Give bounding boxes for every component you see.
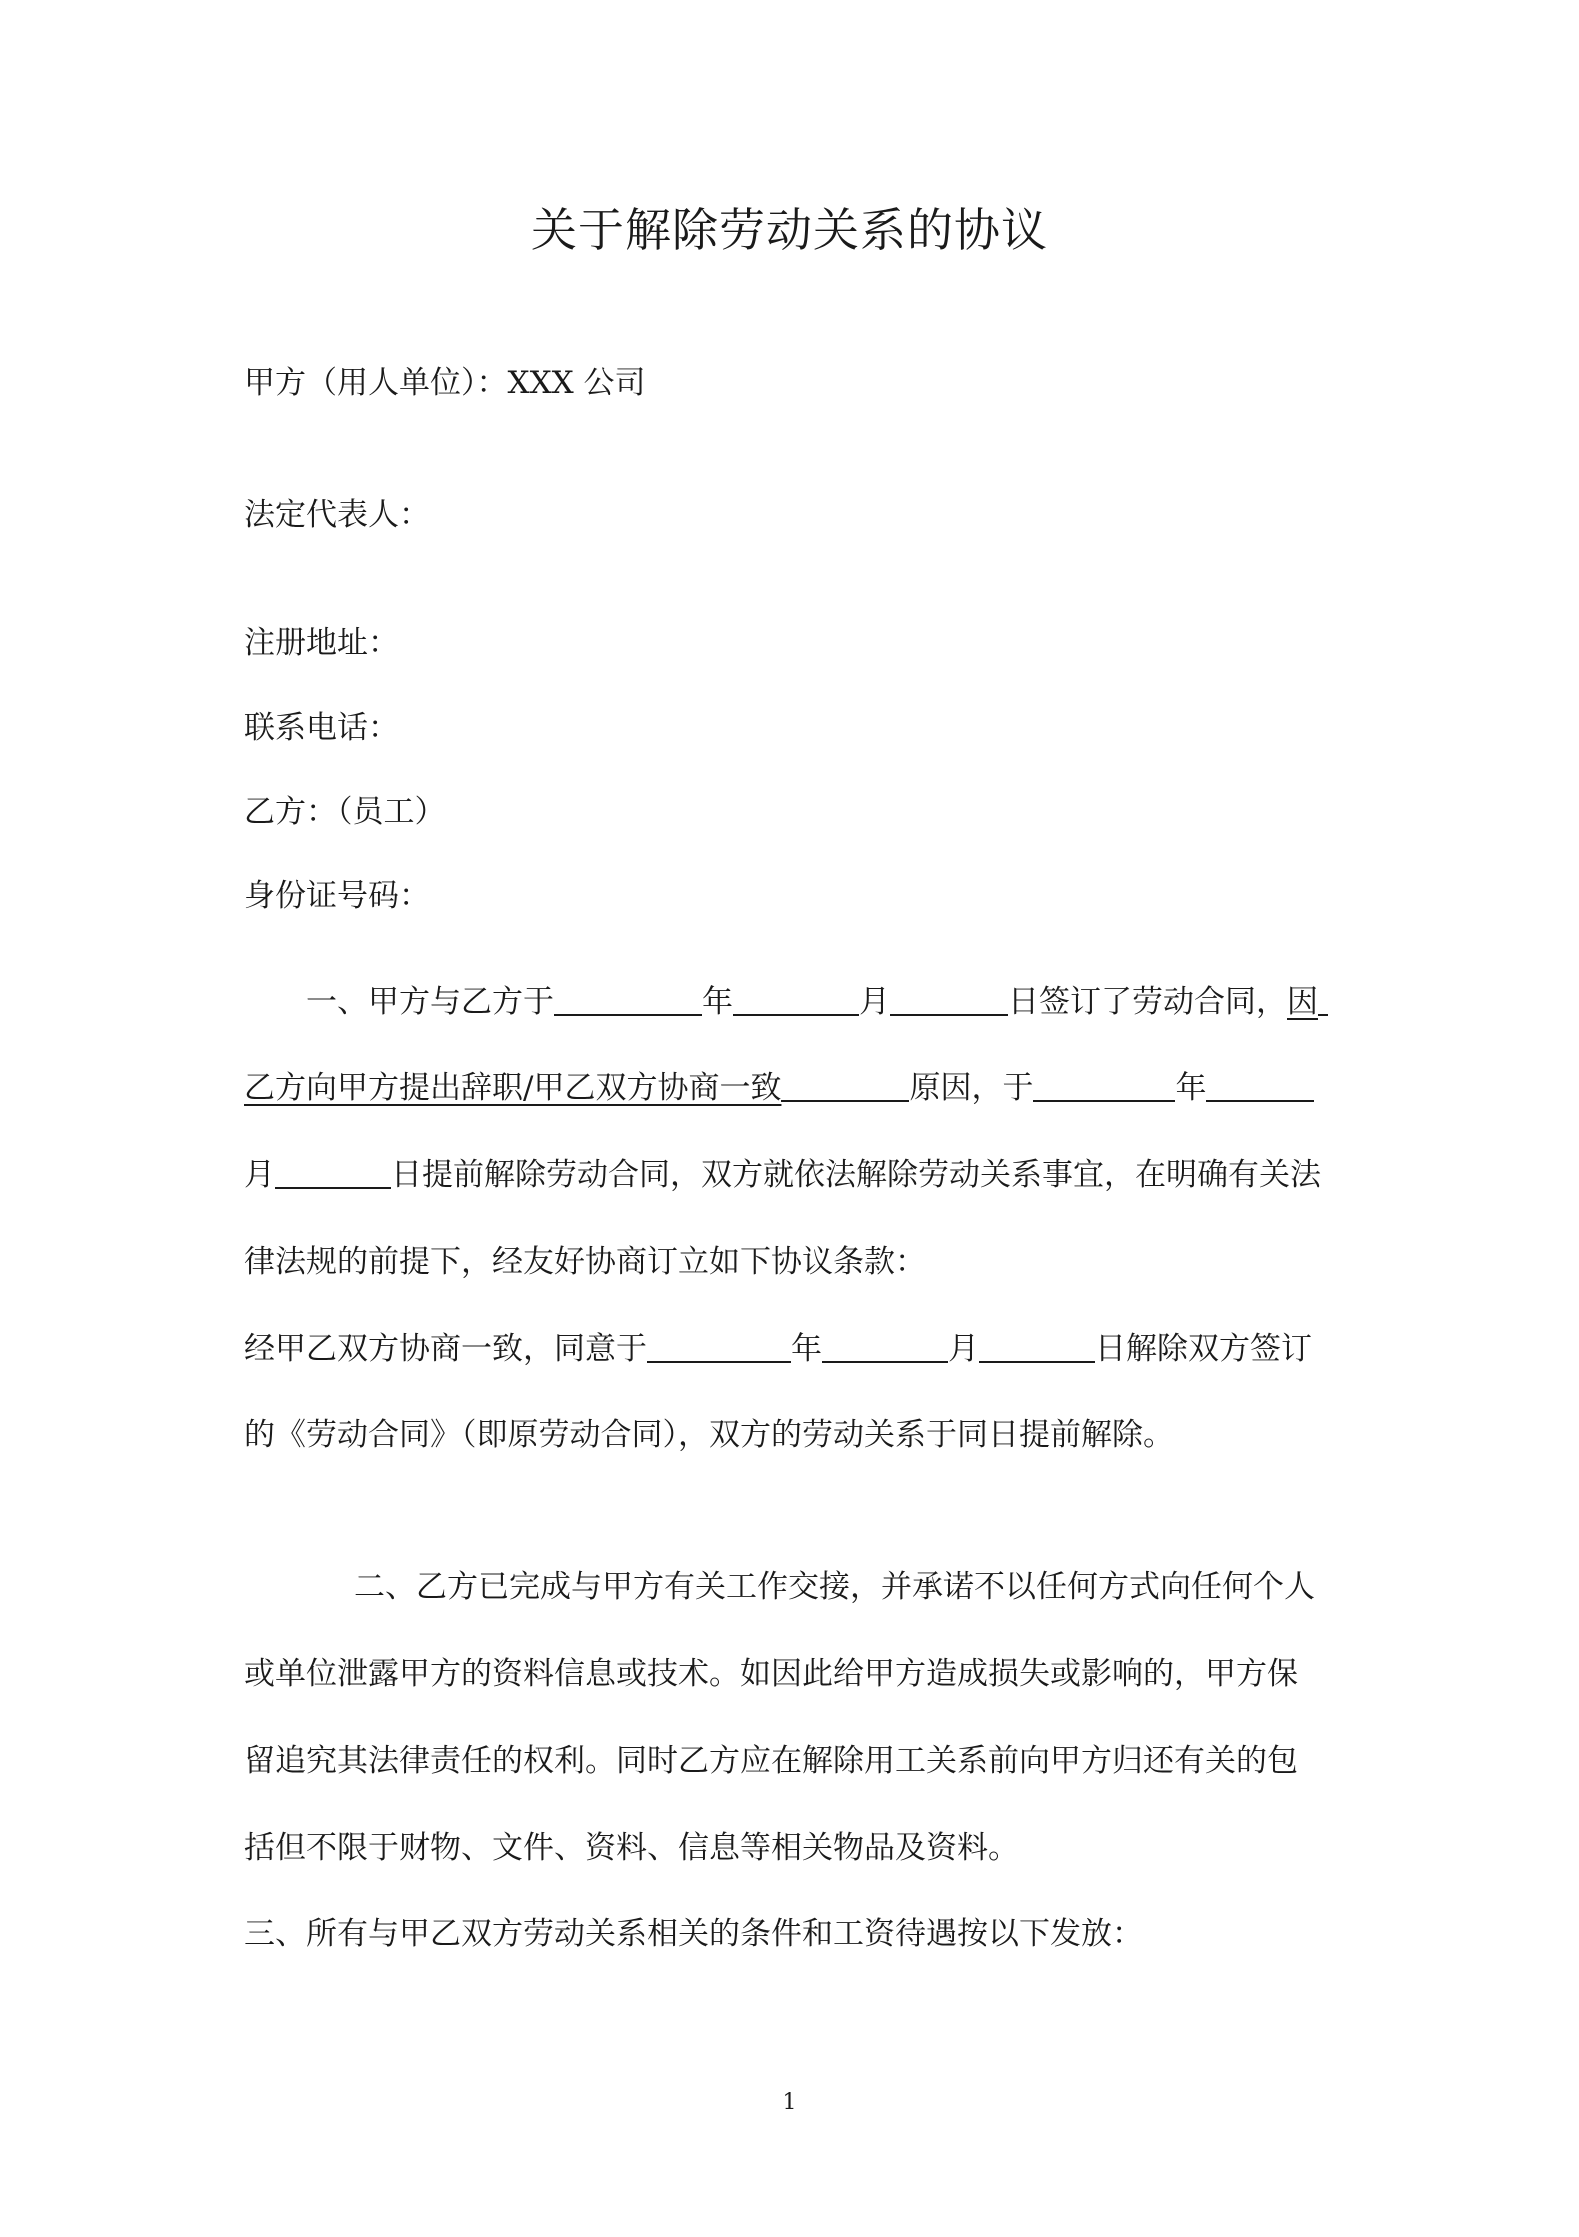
clause-2-line-4: 括但不限于财物、文件、资料、信息等相关物品及资料。 <box>244 1830 1019 1866</box>
blank-day <box>979 1331 1095 1363</box>
clause-2-line-2: 或单位泄露甲方的资料信息或技术。如因此给甲方造成损失或影响的，甲方保 <box>244 1656 1298 1692</box>
reason-text-start: 因 <box>1287 984 1318 1020</box>
blank-day <box>275 1157 391 1189</box>
year-label: 年 <box>791 1331 822 1367</box>
page-number: 1 <box>782 2090 797 2115</box>
clause-2-line-1: 二、乙方已完成与甲方有关工作交接，并承诺不以任何方式向任何个人 <box>354 1569 1315 1605</box>
year-label: 年 <box>1175 1070 1207 1106</box>
phone-line: 联系电话： <box>244 710 399 746</box>
blank-day <box>890 984 1008 1016</box>
clause-1-line-2 <box>244 1066 1314 1110</box>
document-title: 关于解除劳动关系的协议 <box>531 203 1048 257</box>
party-a-label: 甲方（用人单位）： <box>244 365 508 401</box>
id-number-line: 身份证号码： <box>244 878 430 914</box>
blank-year <box>1033 1070 1175 1102</box>
termination-text: 日提前解除劳动合同，双方就依法解除劳动关系事宜，在明确有关法 <box>391 1157 1321 1193</box>
blank-reason <box>781 1070 909 1102</box>
day-signed-text: 日签订了劳动合同， <box>1008 984 1287 1020</box>
month-label: 月 <box>948 1331 979 1367</box>
reason-text: 乙方向甲方提出辞职/甲乙双方协商一致 <box>244 1070 782 1106</box>
clause-1-line-5 <box>244 1327 1312 1371</box>
clause-3-line-1: 三、所有与甲乙双方劳动关系相关的条件和工资待遇按以下发放： <box>244 1916 1143 1952</box>
termination-text: 日解除双方签订 <box>1095 1331 1312 1367</box>
clause-1-intro: 一、甲方与乙方于 <box>306 984 554 1020</box>
clause-1-line-1 <box>306 980 1328 1024</box>
reason-suffix: 原因，于 <box>909 1070 1034 1106</box>
year-label: 年 <box>702 984 733 1020</box>
agreement-text: 经甲乙双方协商一致，同意于 <box>244 1331 647 1367</box>
blank-month <box>733 984 859 1016</box>
address-line: 注册地址： <box>244 625 399 661</box>
clause-1-line-4: 律法规的前提下，经友好协商订立如下协议条款： <box>244 1244 926 1280</box>
clause-1-line-3 <box>244 1153 1321 1197</box>
party-b-line: 乙方：（员工） <box>244 794 446 830</box>
blank-year <box>647 1331 791 1363</box>
clause-1-line-6: 的《劳动合同》（即原劳动合同），双方的劳动关系于同日提前解除。 <box>244 1417 1174 1453</box>
blank-reason-tail <box>1318 984 1328 1016</box>
party-a-name: XXX 公司 <box>507 365 646 401</box>
blank-year <box>554 984 702 1016</box>
blank-month <box>1206 1070 1314 1102</box>
legal-rep-line: 法定代表人： <box>244 497 430 533</box>
party-a-line <box>244 361 646 405</box>
blank-month <box>822 1331 948 1363</box>
month-label: 月 <box>244 1157 275 1193</box>
clause-2-line-3: 留追究其法律责任的权利。同时乙方应在解除用工关系前向甲方归还有关的包 <box>244 1743 1298 1779</box>
month-label: 月 <box>859 984 890 1020</box>
